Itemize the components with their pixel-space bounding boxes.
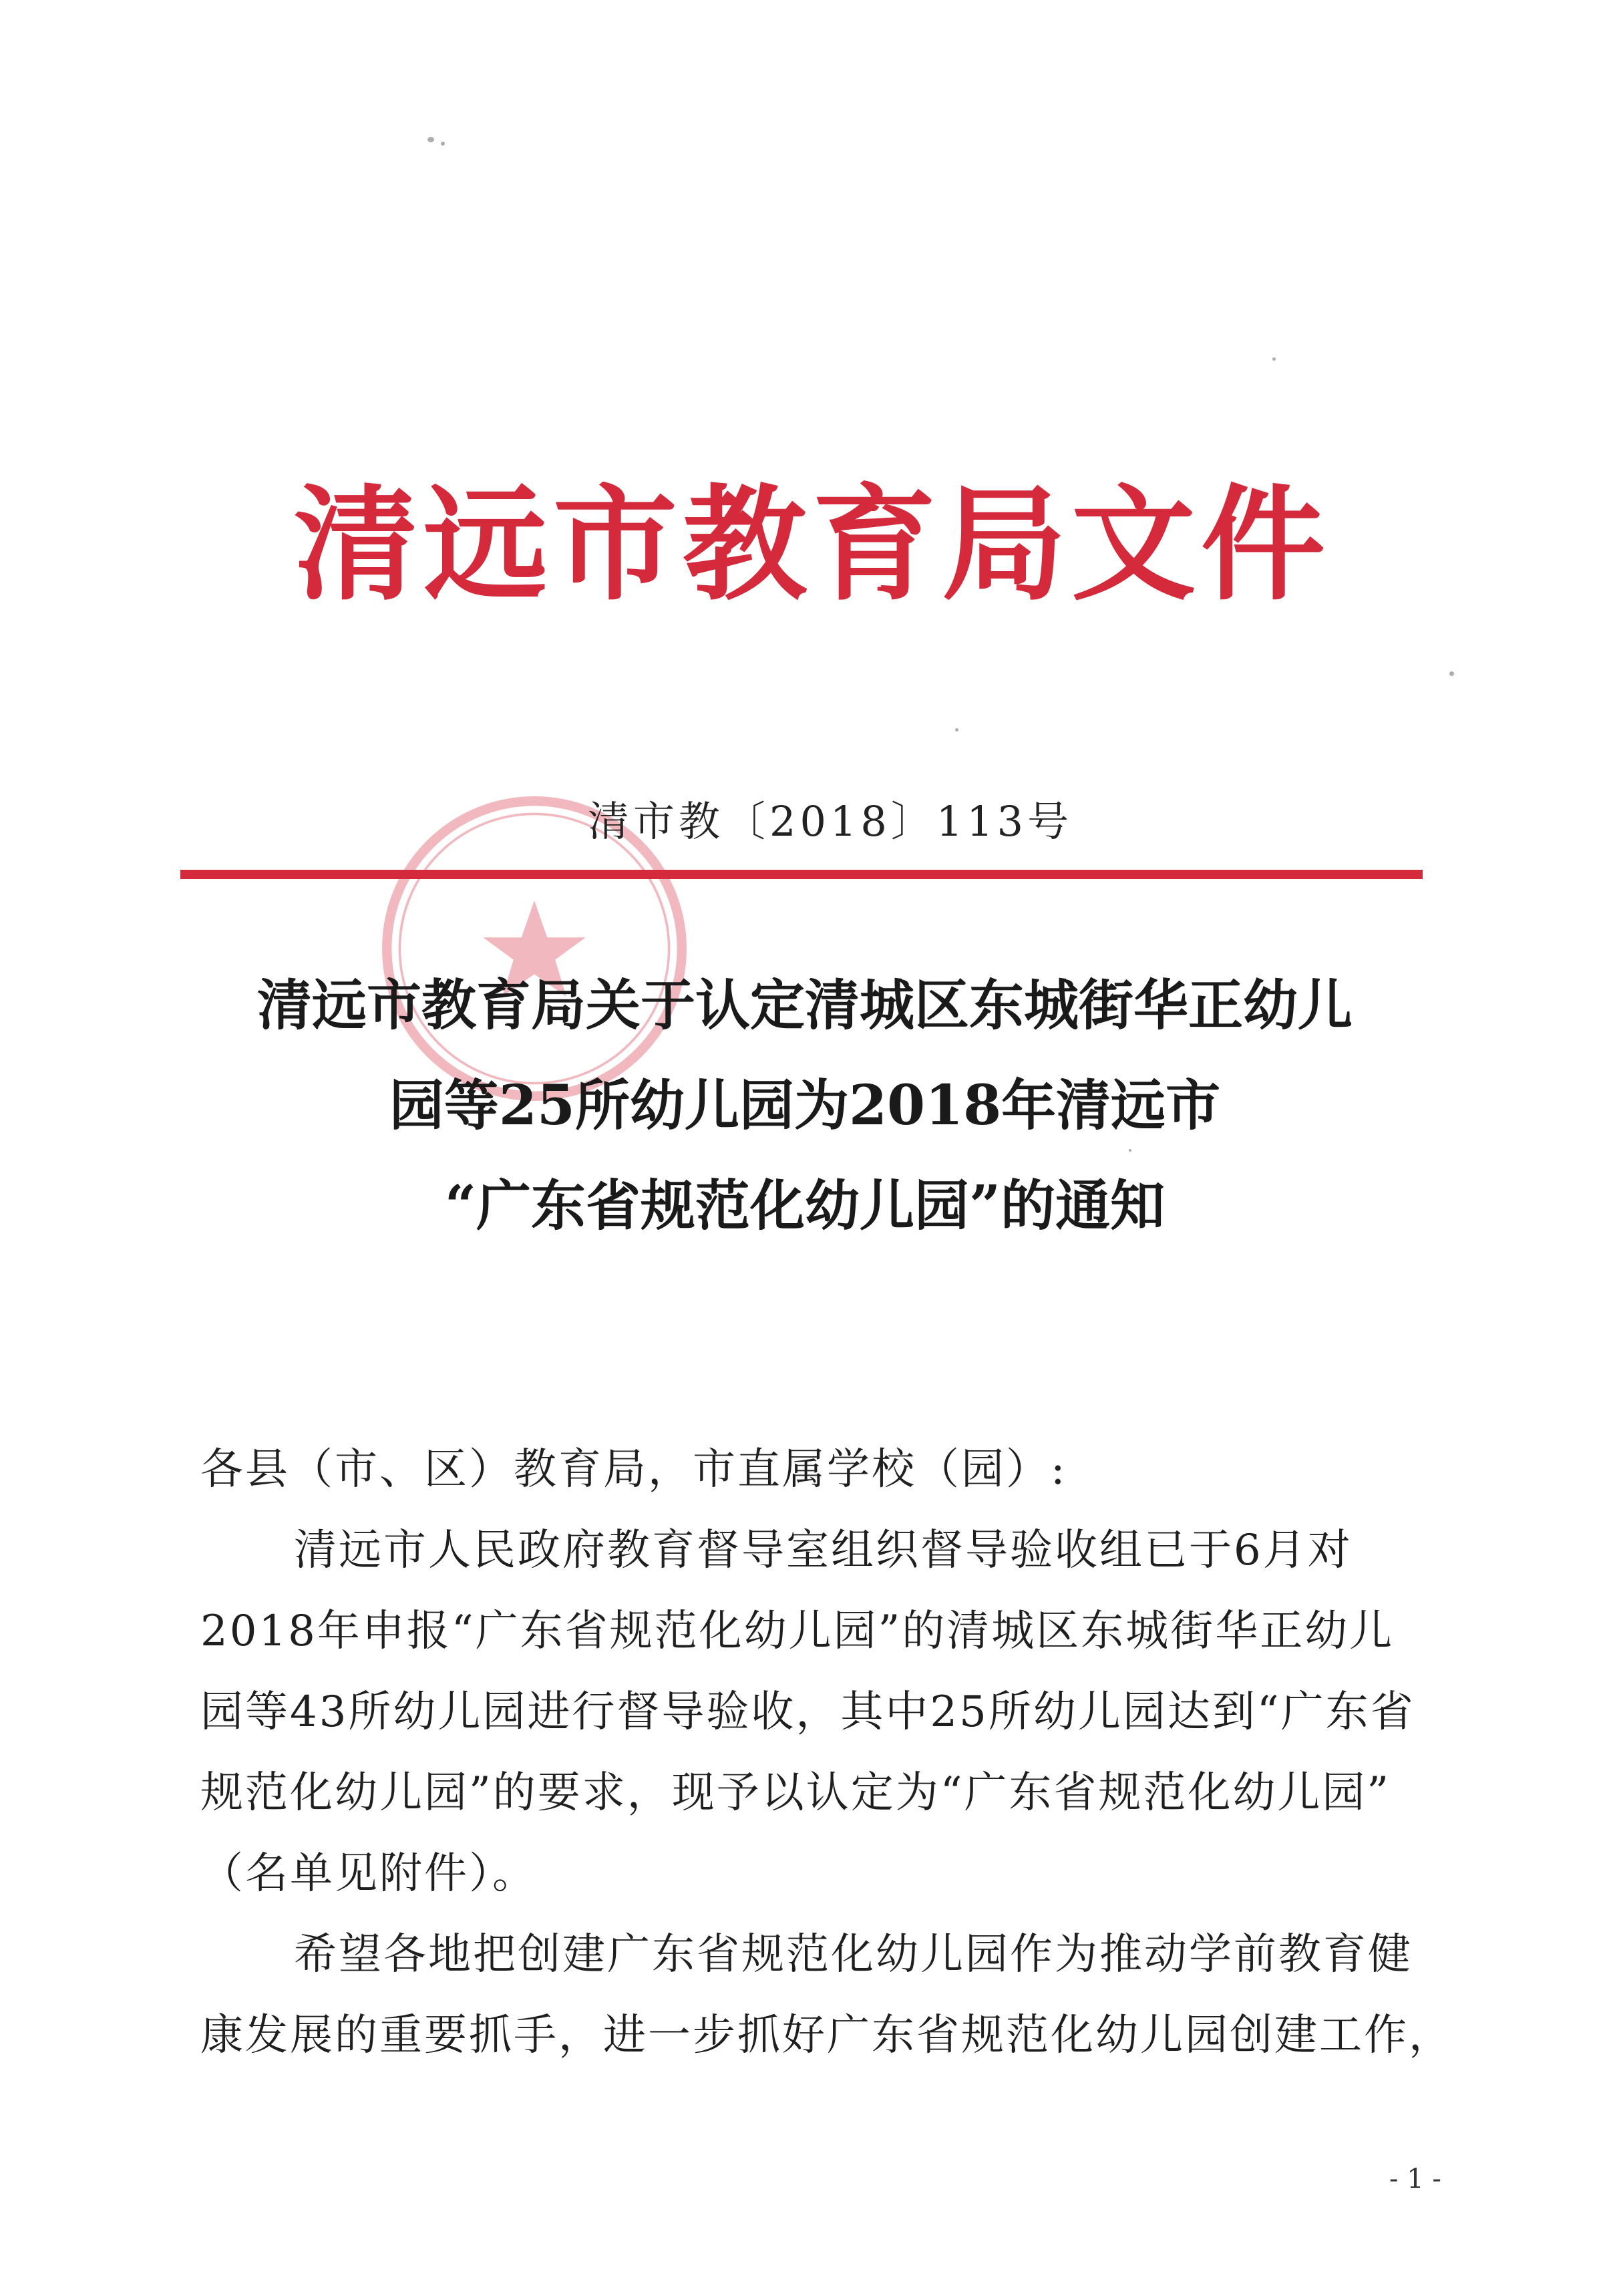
body-row: 规范化幼儿园”的要求，现予以认定为“广东省规范化幼儿园” [200,1768,1391,1818]
title-line-1: 清远市教育局关于认定清城区东城街华正幼儿 [256,973,1353,1037]
document-body [200,1430,1453,2076]
body-row: 康发展的重要抓手，进一步抓好广东省规范化幼儿园创建工作， [200,2011,1453,2060]
title-line-3: “广东省规范化幼儿园”的通知 [444,1174,1166,1238]
body-row: 园等43所幼儿园进行督导验收，其中25所幼儿园达到“广东省 [200,1687,1415,1737]
scan-speck [441,142,445,146]
scan-speck [955,728,958,731]
body-row: （名单见附件）。 [200,1849,537,1899]
red-separator-line [180,870,1423,879]
body-row: 清远市人民政府教育督导室组织督导验收组已于6月对 [294,1526,1353,1575]
masthead-title: 清远市教育局文件 [294,471,1331,617]
page-number: - 1 - [1389,2164,1441,2194]
title-line-2: 园等25所幼儿园为2018年清远市 [389,1074,1221,1138]
scan-speck [1449,671,1454,676]
body-row: 希望各地把创建广东省规范化幼儿园作为推动学前教育健 [294,1930,1413,1979]
document-title [160,955,1449,1256]
document-number: 清市教〔2018〕113号 [588,797,1073,846]
body-row: 2018年申报“广东省规范化幼儿园”的清城区东城街华正幼儿 [200,1607,1395,1656]
scan-speck [427,137,434,142]
scan-speck [1129,1149,1131,1152]
salutation: 各县（市、区）教育局，市直属学校（园）: [200,1445,1067,1494]
scan-speck [1272,357,1276,361]
